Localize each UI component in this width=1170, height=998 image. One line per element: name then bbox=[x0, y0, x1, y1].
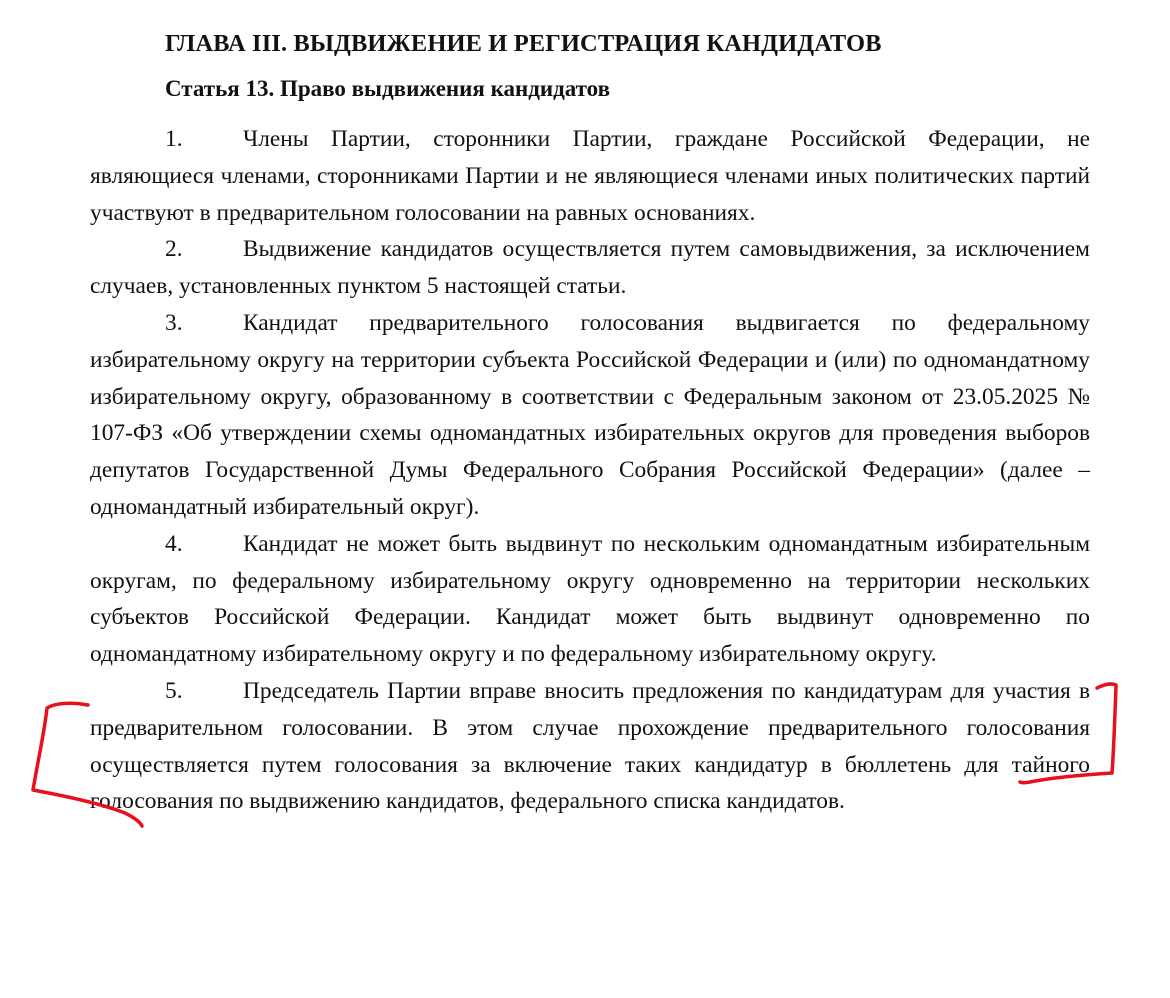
clause-number: 4. bbox=[165, 530, 183, 557]
article-title: Статья 13. Право выдвижения кандидатов bbox=[165, 76, 611, 101]
clause-number: 3. bbox=[165, 309, 183, 336]
clause-text: Кандидат предварительного голосования выдвигается по федеральному избирательному округу на территории субъекта Российской Федерации и (или) по одномандатному избирательному округу, образованному в соответствии с Федеральным законом от 23.05.2025 № 107-ФЗ «Об утверждении схемы одномандатных избирательных округов для проведения выборов депутатов Государственной Думы Федерального Собрания Российской Федерации» (далее – одномандатный избирательный округ). bbox=[90, 309, 1090, 520]
clause-3 bbox=[90, 305, 1090, 526]
clause-number: 5. bbox=[165, 677, 183, 704]
clause-4 bbox=[90, 526, 1090, 673]
document-page bbox=[90, 22, 1090, 820]
clause-2 bbox=[90, 231, 1090, 305]
chapter-title: ГЛАВА III. ВЫДВИЖЕНИЕ И РЕГИСТРАЦИЯ КАНДИДАТОВ bbox=[165, 30, 882, 57]
clause-number: 2. bbox=[165, 236, 183, 263]
clause-text: Председатель Партии вправе вносить предложения по кандидатурам для участия в предварительном голосовании. В этом случае прохождение предварительного голосования осуществляется путем голосования за включение таких кандидатур в бюллетень для тайного голосования по выдвижению кандидатов, федерального списка кандидатов. bbox=[90, 677, 1090, 815]
clause-number: 1. bbox=[165, 126, 183, 152]
clause-list bbox=[90, 121, 1090, 820]
clause-5 bbox=[90, 673, 1090, 820]
clause-text: Члены Партии, сторонники Партии, граждане Российской Федерации, не являющиеся членами, сторонниками Партии и не являющиеся членами иных политических партий участвуют в предварительном голосовании на равных основаниях. bbox=[90, 126, 1090, 226]
clause-text: Выдвижение кандидатов осуществляется путем самовыдвижения, за исключением случаев, установленных пунктом 5 настоящей статьи. bbox=[90, 236, 1090, 300]
clause-1 bbox=[90, 121, 1090, 231]
clause-text: Кандидат не может быть выдвинут по нескольким одномандатным избирательным округам, по федеральному избирательному округу одновременно на территории нескольких субъектов Российской Федерации. Кандидат может быть выдвинут одновременно по одномандатному избирательному округу и по федеральному избирательному округу. bbox=[90, 530, 1090, 668]
